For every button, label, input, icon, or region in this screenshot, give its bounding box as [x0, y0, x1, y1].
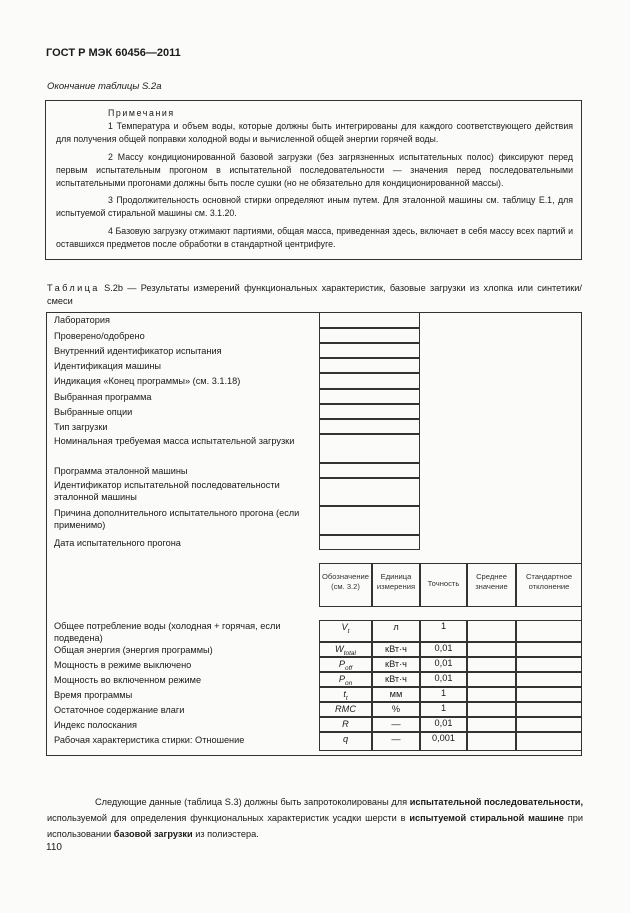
meas-cell-mean [467, 657, 516, 672]
meas-symbol [319, 734, 372, 745]
meas-row-label: Общая энергия (энергия программы) [54, 645, 213, 655]
meas-symbol [319, 719, 372, 730]
body-text-4: из полиэстера. [192, 829, 259, 839]
body-bold-2: испытуемой стиральной машине [409, 813, 564, 823]
table-continuation: Окончание таблицы S.2a [47, 81, 162, 92]
notes-box [45, 100, 582, 260]
column-header-symbol: Обозначение (см. 3.2) [322, 572, 369, 591]
table-caption-text: S.2b — Результаты измерений функциональных характеристик, базовые загрузки из хлопка или синтетики/смеси [47, 283, 582, 306]
info-row-value-cell [319, 343, 420, 358]
info-row-label: Дата испытательного прогона [54, 538, 181, 548]
column-header-unit: Единица измерения [376, 572, 416, 591]
meas-row-label: Индекс полоскания [54, 720, 137, 730]
meas-cell-std [516, 702, 582, 717]
info-row-label: Проверено/одобрено [54, 331, 145, 341]
info-row-label: Программа эталонной машины [54, 466, 188, 476]
meas-accuracy: 0,001 [432, 733, 455, 743]
meas-cell-mean [467, 717, 516, 732]
meas-cell-std [516, 717, 582, 732]
meas-symbol-main: q [342, 734, 349, 744]
body-bold-3: базовой загрузки [113, 829, 193, 839]
note-2: 2 Массу кондиционированной базовой загрузки (без загрязненных испытательных полос) фиксируют перед первым испытательным прогоном в испытательной последовательности — значения перед последовательными испытательными прогонами должны быть после сушки (но не обязательно для кондиционированной массы). [56, 151, 573, 189]
info-row-value-cell [319, 328, 420, 343]
meas-accuracy: 1 [440, 621, 447, 631]
body-text-1: Следующие данные (таблица S.3) должны быть запротоколированы для [95, 797, 410, 807]
info-row-label: Выбранные опции [54, 407, 133, 417]
meas-accuracy: 0,01 [434, 718, 453, 728]
meas-unit: — [391, 734, 401, 744]
meas-unit: кВт·ч [385, 674, 407, 684]
info-row-value-cell [319, 419, 420, 434]
meas-cell-std [516, 687, 582, 702]
meas-symbol-main: R [342, 719, 349, 729]
meas-symbol [319, 704, 372, 715]
body-bold-1: испытательной последовательности, [409, 797, 584, 807]
meas-cell-mean [467, 732, 516, 751]
meas-symbol-sub: off [344, 664, 353, 672]
notes-title: Примечания [108, 108, 175, 118]
meas-row-label: Остаточное содержание влаги [54, 705, 185, 715]
meas-cell-mean [467, 702, 516, 717]
body-paragraph [47, 794, 583, 842]
meas-unit: кВт·ч [385, 659, 407, 669]
meas-symbol-main: P [338, 674, 345, 684]
meas-unit: мм [389, 689, 403, 699]
info-row-label: Индикация «Конец программы» (см. 3.1.18) [54, 376, 241, 386]
column-header-std: Стандартное отклонение [525, 572, 573, 591]
meas-symbol-sub: t [347, 627, 350, 635]
table-caption [47, 282, 582, 308]
info-row-label: Причина дополнительного испытательного прогона (если применимо) [54, 508, 300, 530]
meas-cell-std [516, 732, 582, 751]
meas-cell-std [516, 657, 582, 672]
meas-accuracy: 0,01 [434, 673, 453, 683]
meas-cell-mean [467, 620, 516, 642]
meas-symbol-main: P [338, 659, 345, 669]
meas-row-label: Мощность во включенном режиме [54, 675, 202, 685]
meas-unit: кВт·ч [385, 644, 407, 654]
meas-symbol-main: t [343, 689, 346, 699]
meas-accuracy: 1 [440, 688, 447, 698]
note-4: 4 Базовую загрузку отжимают партиями, общая масса, приведенная здесь, включает в себя массу всех партий и оставшихся предметов после обработки в стандартной центрифуге. [56, 225, 573, 249]
info-row-value-cell [319, 373, 420, 389]
info-row-value-cell [319, 478, 420, 506]
meas-accuracy: 0,01 [434, 643, 453, 653]
meas-cell-mean [467, 672, 516, 687]
meas-unit: — [391, 719, 401, 729]
meas-unit: % [391, 704, 401, 714]
meas-cell-mean [467, 687, 516, 702]
note-3: 3 Продолжительность основной стирки определяют иным путем. Для эталонной машины см. таблицу Е.1, для испытуемой стиральной машины см. 3.1.20. [56, 195, 573, 219]
meas-accuracy: 0,01 [434, 658, 453, 668]
meas-cell-mean [467, 642, 516, 657]
meas-symbol-main: RMC [335, 704, 356, 714]
meas-cell-std [516, 620, 582, 642]
meas-cell-std [516, 642, 582, 657]
meas-symbol-main: V [341, 622, 348, 632]
meas-row-label: Общее потребление воды (холодная + горячая, если подведена) [54, 621, 281, 643]
page-number: 110 [46, 842, 62, 853]
meas-symbol-sub: on [344, 679, 353, 687]
info-row-value-cell [319, 434, 420, 463]
info-row-value-cell [319, 535, 420, 550]
info-row-label: Идентификатор испытательной последовательности эталонной машины [54, 480, 280, 502]
info-row-value-cell [319, 404, 420, 419]
info-row-value-cell [319, 358, 420, 373]
info-row-label: Тип загрузки [54, 422, 108, 432]
meas-accuracy: 1 [440, 703, 447, 713]
meas-symbol [319, 622, 372, 637]
info-row-label: Внутренний идентификатор испытания [54, 346, 222, 356]
meas-row-label: Мощность в режиме выключено [54, 660, 192, 670]
info-row-value-cell [319, 506, 420, 535]
info-row-value-cell [319, 312, 420, 328]
column-header-accuracy: Точность [427, 579, 460, 588]
meas-row-label: Рабочая характеристика стирки: Отношение [54, 735, 245, 745]
meas-symbol-sub: total [343, 649, 356, 657]
column-header-mean: Среднее значение [475, 572, 508, 591]
info-row-label: Номинальная требуемая масса испытательной загрузки [54, 436, 295, 446]
page-header: ГОСТ Р МЭК 60456—2011 [46, 47, 181, 59]
info-row-value-cell [319, 463, 420, 478]
meas-row-label: Время программы [54, 690, 133, 700]
body-text-2: используемой для определения функциональных характеристик усадки шерсти в [47, 813, 410, 823]
meas-symbol-sub: t [345, 694, 348, 702]
note-1: 1 Температура и объем воды, которые должны быть интегрированы для каждого соответствующего действия для получения общей поправки холодной воды и вычисленной общей энергии горячей воды. [56, 121, 573, 145]
body-text-3: при использовании [47, 813, 583, 839]
meas-unit: л [393, 622, 399, 632]
info-row-label: Лаборатория [54, 315, 110, 325]
meas-cell-std [516, 672, 582, 687]
table-caption-label: Таблица [47, 283, 100, 293]
meas-symbol-main: W [335, 644, 344, 654]
info-row-label: Идентификация машины [54, 361, 162, 371]
info-row-label: Выбранная программа [54, 392, 152, 402]
info-row-value-cell [319, 389, 420, 404]
